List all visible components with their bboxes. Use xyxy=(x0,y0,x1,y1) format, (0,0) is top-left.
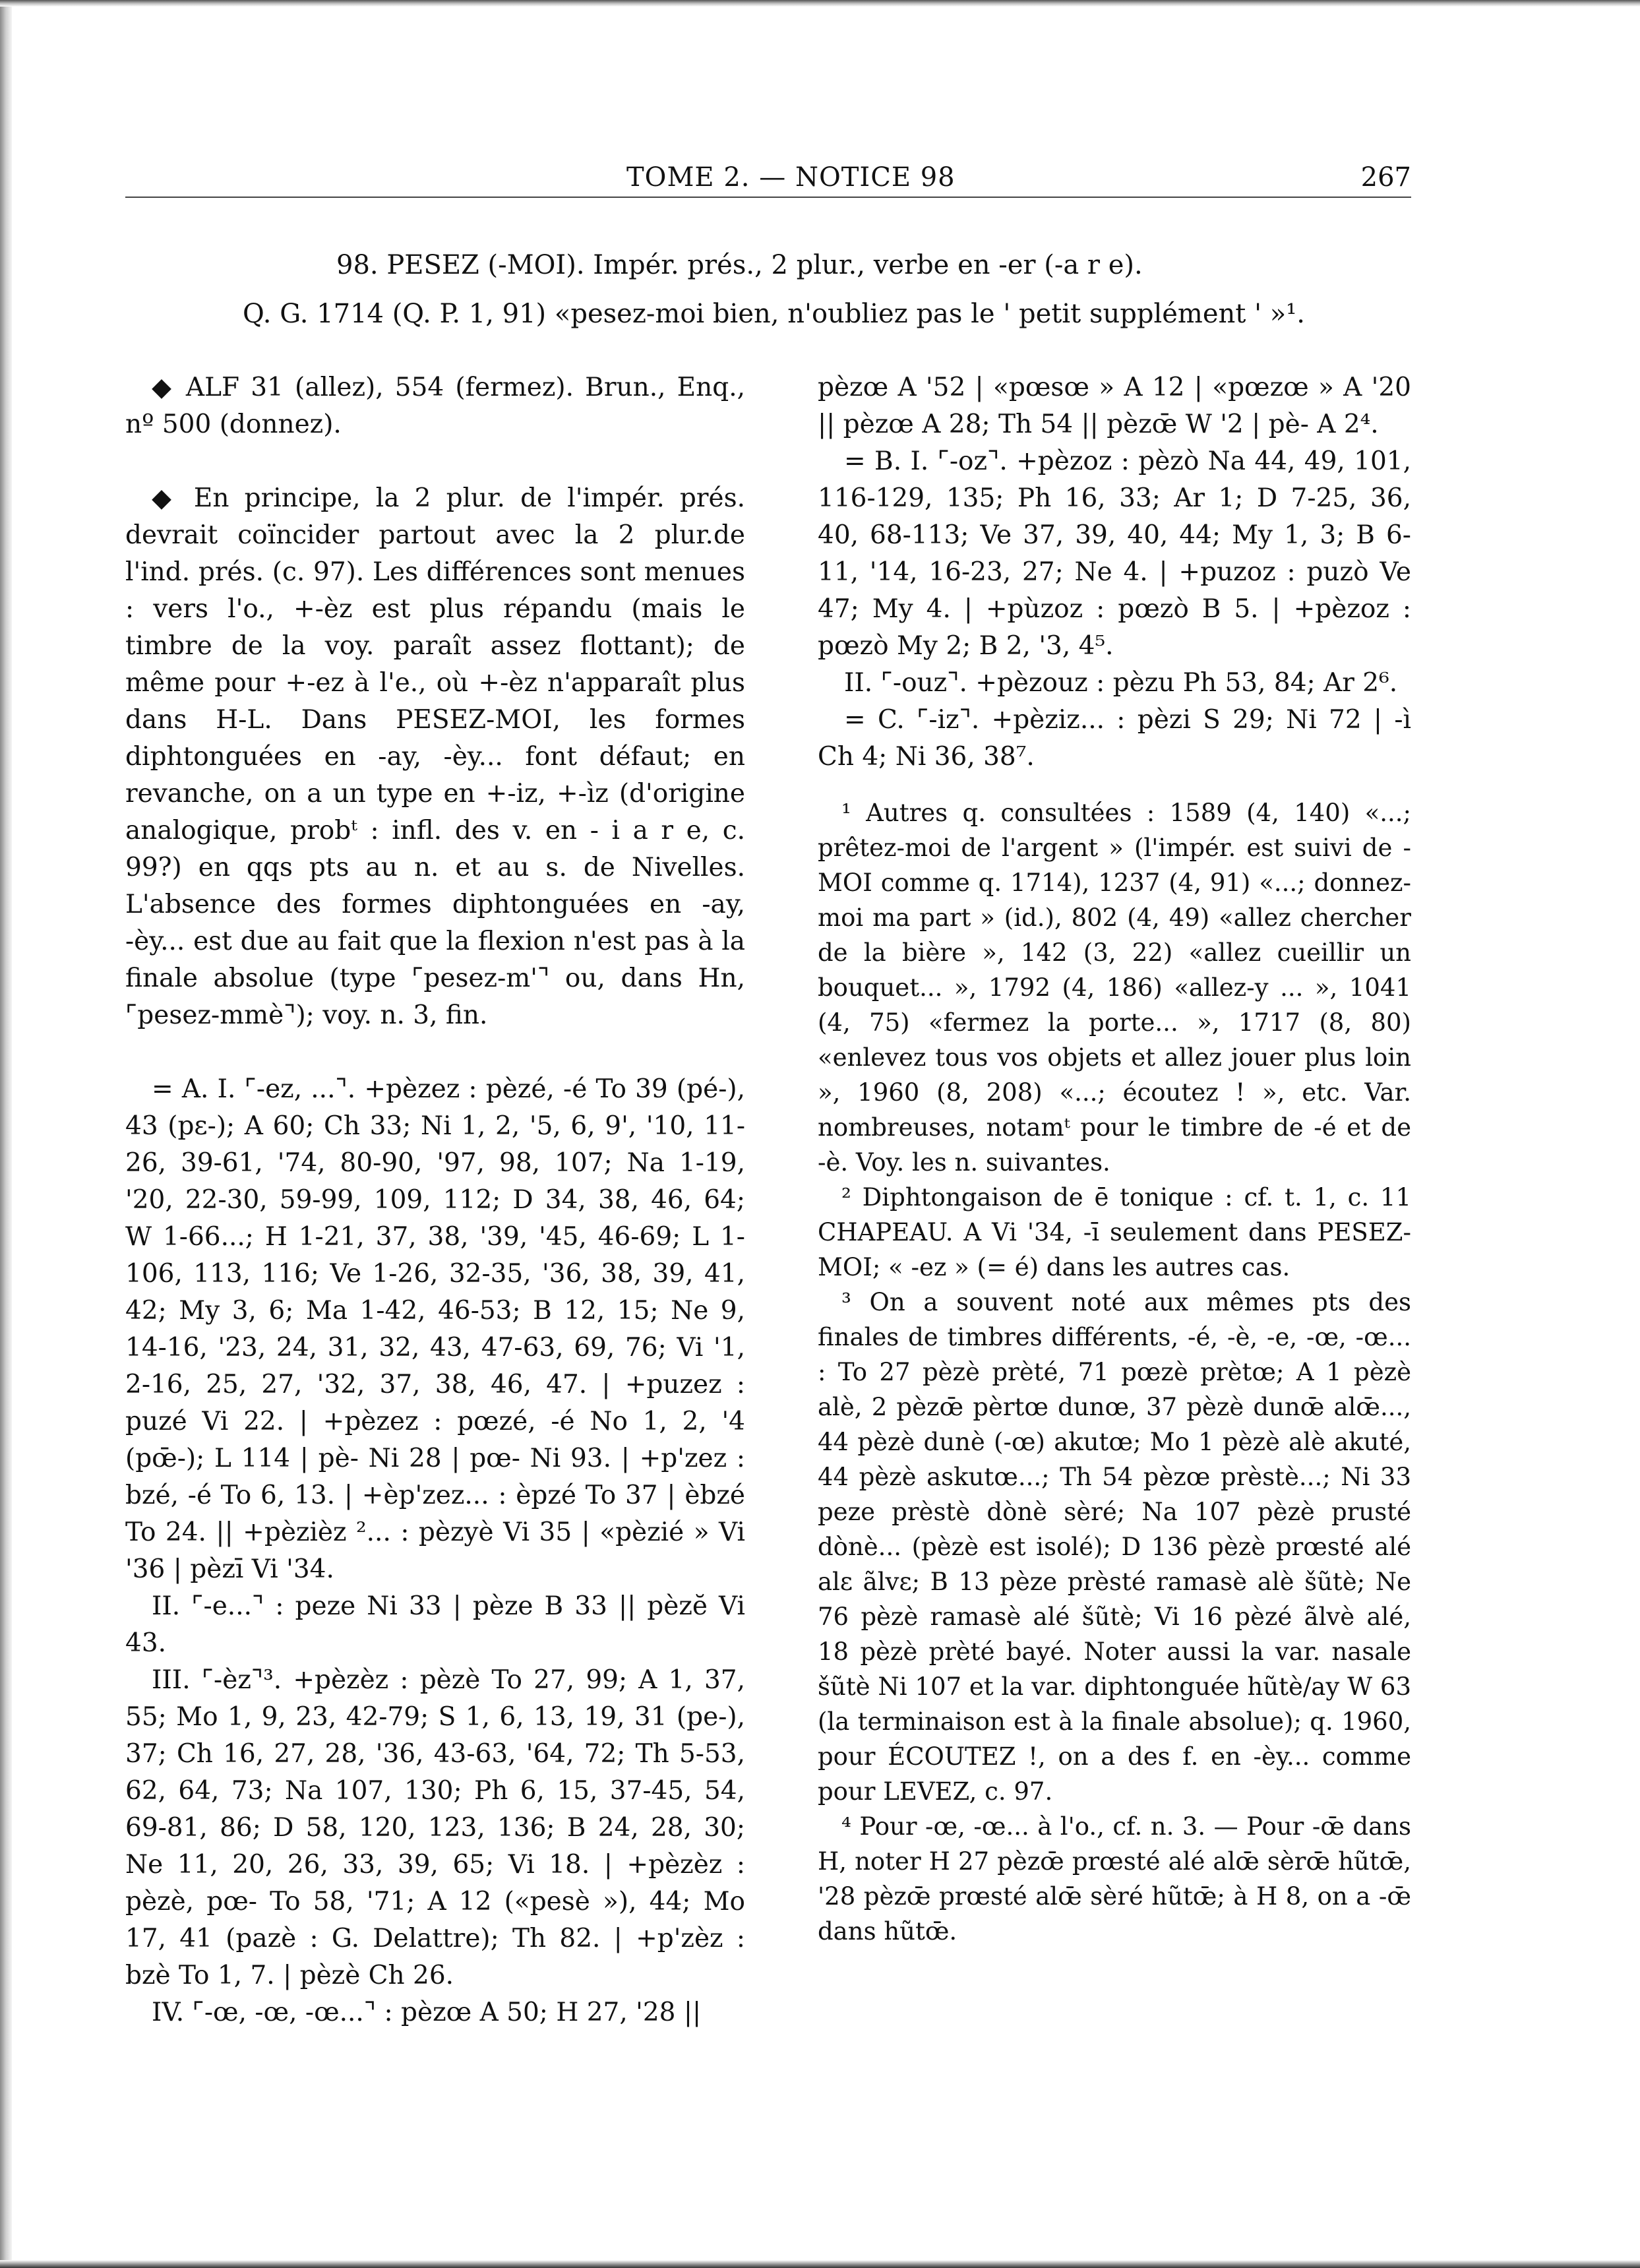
header-rule xyxy=(125,197,1411,198)
scan-edge-left xyxy=(0,0,12,2268)
footnote: ³ On a souvent noté aux mêmes pts des finales de timbres différents, -é, -è, -e, -œ, -œ... : To 27 pèzè prèté, 71 pœzè prètœ; A 1 pèzè alè, 2 pèzœ̄ pèrtœ dunœ, 37 pèzè dunœ̄ alœ̄..., 44 pèzè dunè (-œ) akutœ; Mo 1 pèzè alè akuté, 44 pèzè askutœ...; Th 54 pèzœ prèstè...; Ni 33 peze prèstè dònè sèré; Na 107 pèzè prusté dònè... (pèzè est isolé); D 136 pèzè prœsté alé alɛ ãlvɛ; B 13 pèze prèsté ramasè alè šũtè; Ne 76 pèzè ramasè alé šũtè; Vi 16 pèzé ãlvè alé, 18 pèzè prèté bayé. Noter aussi la var. nasale šũtè Ni 107 et la var. diphtonguée hũtè/ay W 63 (la terminaison est à la finale absolue); q. 1960, pour ÉCOUTEZ !, on a des f. en -èy... comme pour LEVEZ, c. 97. xyxy=(818,1288,1411,1806)
left-paragraph: II. ⌜-e...⌝ : peze Ni 33 | pèze B 33 || pèzĕ Vi 43. xyxy=(125,1591,745,1658)
entry-question: Q. G. 1714 (Q. P. 1, 91) «pesez-moi bien, n'oubliez pas le ' petit supplément ' »¹. xyxy=(243,299,1306,329)
running-header xyxy=(125,162,1411,202)
right-paragraph: pèzœ A '52 | «pœsœ » A 12 | «pœzœ » A '20 || pèzœ A 28; Th 54 || pèzœ̄ W '2 | pè- A 2⁴. xyxy=(818,373,1411,439)
left-paragraph: III. ⌜-èz⌝³. +pèzèz : pèzè To 27, 99; A 1, 37, 55; Mo 1, 9, 23, 42-79; S 1, 6, 13, 19, 31 (pe-), 37; Ch 16, 27, 28, '36, 43-63, '64, 72; Th 5-53, 62, 64, 73; Na 107, 130; Ph 6, 15, 37-45, 54, 69-81, 86; D 58, 120, 123, 136; B 24, 28, 30; Ne 11, 20, 26, 33, 39, 65; Vi 18. | +pèzèz : pèzè, pœ- To 58, '71; A 12 («pesè »), 44; Mo 17, 41 (pazè : G. Delattre); Th 82. | +p'zèz : bzè To 1, 7. | pèzè Ch 26. xyxy=(125,1665,745,1990)
right-column xyxy=(818,369,1411,1949)
scan-edge-top xyxy=(0,0,1640,7)
left-paragraph: ◆ En principe, la 2 plur. de l'impér. prés. devrait coïncider partout avec la 2 plur.de l'ind. prés. (c. 97). Les différences sont menues : vers l'o., +-èz est plus répandu (mais le timbre de la voy. paraît assez flottant); de même pour +-ez à l'e., où +-èz n'apparaît plus dans H-L. Dans PESEZ-MOI, les formes diphtonguées en -ay, -èy... font défaut; en revanche, on a un type en +-iz, +-ìz (d'origine analogique, probᵗ : infl. des v. en - i a r e, c. 99?) en qqs pts au n. et au s. de Nivelles. L'absence des formes diphtonguées en -ay, -èy... est due au fait que la flexion n'est pas à la finale absolue (type ⌜pesez-m'⌝ ou, dans Hn, ⌜pesez-mmè⌝); voy. n. 3, fin. xyxy=(125,483,745,1030)
running-title: TOME 2. — NOTICE 98 xyxy=(626,162,956,193)
footnote: ² Diphtongaison de ē tonique : cf. t. 1, c. 11 CHAPEAU. A Vi '34, -ī seulement dans PESEZ-MOI; « -ez » (= é) dans les autres cas. xyxy=(818,1183,1411,1281)
entry-headline: 98. PESEZ (-MOI). Impér. prés., 2 plur., verbe en -er (-a r e). xyxy=(336,250,1143,280)
left-column xyxy=(125,369,745,2031)
right-paragraph: II. ⌜-ouz⌝. +pèzouz : pèzu Ph 53, 84; Ar 2⁶. xyxy=(844,668,1398,698)
footnotes xyxy=(818,795,1411,1949)
left-paragraph: = A. I. ⌜-ez, ...⌝. +pèzez : pèzé, -é To 39 (pé-), 43 (pɛ-); A 60; Ch 33; Ni 1, 2, '5, 6, 9', '10, 11-26, 39-61, '74, 80-90, '97, 98, 107; Na 1-19, '20, 22-30, 59-99, 109, 112; D 34, 38, 46, 64; W 1-66...; H 1-21, 37, 38, '39, '45, 46-69; L 1-106, 113, 116; Ve 1-26, 32-35, '36, 38, 39, 41, 42; My 3, 6; Ma 1-42, 46-53; B 12, 15; Ne 9, 14-16, '23, 24, 31, 32, 43, 47-63, 69, 76; Vi '1, 2-16, 25, 27, '32, 37, 38, 46, 47. | +puzez : puzé Vi 22. | +pèzez : pœzé, -é No 1, 2, '4 (pœ̄-); L 114 | pè- Ni 28 | pœ- Ni 93. | +p'zez : bzé, -é To 6, 13. | +èp'zez... : èpzé To 37 | èbzé To 24. || +pèzièz ²... : pèzyè Vi 35 | «pèzié » Vi '36 | pèzī Vi '34. xyxy=(125,1074,745,1584)
page-number: 267 xyxy=(1360,162,1411,193)
left-paragraph: IV. ⌜-œ, -œ, -œ...⌝ : pèzœ A 50; H 27, '28 || xyxy=(152,1998,702,2027)
footnote: ⁴ Pour -œ, -œ... à l'o., cf. n. 3. — Pour -œ̄ dans H, noter H 27 pèzœ̄ prœsté alé alœ̄ sèrœ̄ hũtœ̄, '28 pèzœ̄ prœsté alœ̄ sèré hũtœ̄; à H 8, on a -œ̄ dans hũtœ̄. xyxy=(818,1812,1411,1946)
left-paragraph: ◆ ALF 31 (allez), 554 (fermez). Brun., Enq., nº 500 (donnez). xyxy=(125,373,745,439)
scan-edge-bottom xyxy=(0,2260,1640,2268)
right-paragraph: = B. I. ⌜-oz⌝. +pèzoz : pèzò Na 44, 49, 101, 116-129, 135; Ph 16, 33; Ar 1; D 7-25, 36, 40, 68-113; Ve 37, 39, 40, 44; My 1, 3; B 6-11, '14, 16-23, 27; Ne 4. | +puzoz : puzò Ve 47; My 4. | +pùzoz : pœzò B 5. | +pèzoz : pœzò My 2; B 2, '3, 4⁵. xyxy=(818,446,1411,661)
right-paragraph: = C. ⌜-iz⌝. +pèziz... : pèzi S 29; Ni 72 | -ì Ch 4; Ni 36, 38⁷. xyxy=(818,705,1411,772)
footnote: ¹ Autres q. consultées : 1589 (4, 140) «...; prêtez-moi de l'argent » (l'impér. est suivi de -MOI comme q. 1714), 1237 (4, 91) «...; donnez-moi ma part » (id.), 802 (4, 49) «allez chercher de la bière », 142 (3, 22) «allez cueillir un bouquet... », 1792 (4, 186) «allez-y ... », 1041 (4, 75) «fermez la porte... », 1717 (8, 80) «enlevez tous vos objets et allez jouer plus loin », 1960 (8, 208) «...; écoutez ! », etc. Var. nombreuses, notamᵗ pour le timbre de -é et de -è. Voy. les n. suivantes. xyxy=(818,799,1411,1177)
